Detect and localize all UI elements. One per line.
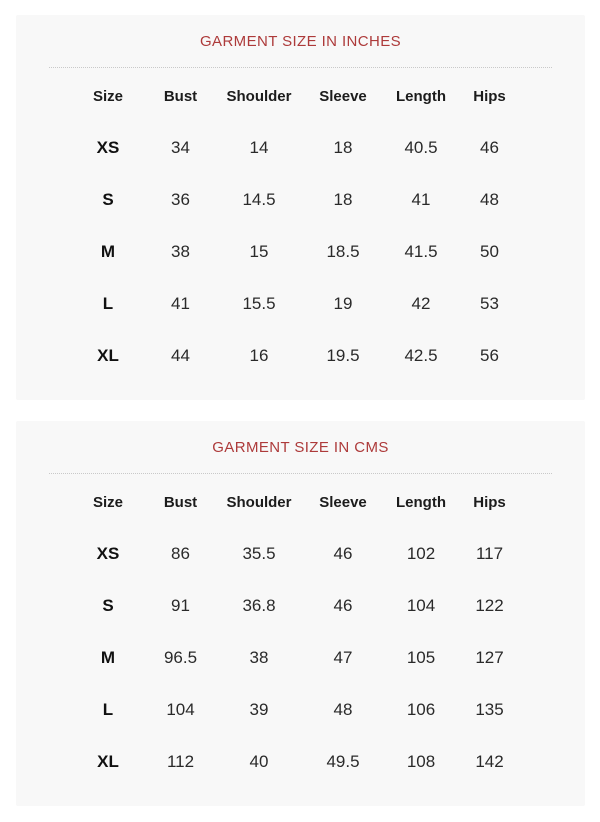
length-value: 40.5 bbox=[404, 138, 438, 157]
size-label: XL bbox=[97, 752, 119, 771]
sleeve-value: 18 bbox=[333, 138, 353, 157]
sleeve-value: 18 bbox=[333, 190, 353, 209]
length-value: 41 bbox=[411, 190, 431, 209]
shoulder-value: 35.5 bbox=[242, 544, 276, 563]
size-label: S bbox=[102, 190, 114, 209]
header-sleeve: Sleeve bbox=[319, 87, 367, 105]
length-value: 42.5 bbox=[404, 346, 438, 365]
hips-value: 127 bbox=[475, 648, 504, 667]
length-value: 41.5 bbox=[404, 242, 438, 261]
sleeve-value: 46 bbox=[333, 544, 353, 563]
shoulder-value: 14.5 bbox=[242, 190, 276, 209]
sleeve-value: 47 bbox=[333, 648, 353, 667]
bust-value: 112 bbox=[166, 752, 195, 771]
bust-value: 44 bbox=[171, 346, 190, 365]
size-label: L bbox=[102, 294, 114, 313]
header-bust: Bust bbox=[163, 87, 198, 105]
hips-value: 46 bbox=[480, 138, 499, 157]
header-hips: Hips bbox=[473, 493, 506, 511]
hips-value: 117 bbox=[475, 544, 504, 563]
size-label: XS bbox=[96, 544, 120, 563]
header-hips: Hips bbox=[473, 87, 506, 105]
length-value: 105 bbox=[406, 648, 436, 667]
bust-value: 86 bbox=[171, 544, 190, 563]
header-length: Length bbox=[396, 87, 446, 105]
hips-value: 122 bbox=[475, 596, 504, 615]
shoulder-value: 38 bbox=[249, 648, 269, 667]
hips-value: 53 bbox=[480, 294, 499, 313]
hips-value: 56 bbox=[480, 346, 499, 365]
size-table-cms bbox=[73, 476, 523, 788]
table-row bbox=[73, 736, 523, 788]
size-label: L bbox=[102, 700, 114, 719]
header-length: Length bbox=[396, 493, 446, 511]
bust-value: 104 bbox=[166, 700, 195, 719]
header-sleeve: Sleeve bbox=[319, 493, 367, 511]
table-row bbox=[73, 122, 523, 174]
sleeve-value: 19 bbox=[333, 294, 353, 313]
bust-value: 38 bbox=[171, 242, 190, 261]
dotted-divider bbox=[49, 473, 552, 474]
table-header-row bbox=[73, 70, 523, 122]
table-row bbox=[73, 330, 523, 382]
table-row bbox=[73, 684, 523, 736]
table-row bbox=[73, 528, 523, 580]
sleeve-value: 18.5 bbox=[326, 242, 360, 261]
header-shoulder: Shoulder bbox=[226, 493, 292, 511]
header-size: Size bbox=[92, 493, 123, 511]
size-chart-inches bbox=[16, 15, 585, 400]
header-shoulder: Shoulder bbox=[226, 87, 292, 105]
hips-value: 50 bbox=[480, 242, 499, 261]
chart-title-cms: GARMENT SIZE IN CMS bbox=[212, 439, 389, 456]
table-row bbox=[73, 226, 523, 278]
length-value: 108 bbox=[406, 752, 436, 771]
shoulder-value: 40 bbox=[249, 752, 269, 771]
shoulder-value: 14 bbox=[249, 138, 269, 157]
length-value: 42 bbox=[411, 294, 431, 313]
size-label: XL bbox=[97, 346, 119, 365]
size-table-inches bbox=[73, 70, 523, 382]
bust-value: 34 bbox=[171, 138, 190, 157]
hips-value: 135 bbox=[475, 700, 504, 719]
length-value: 104 bbox=[406, 596, 436, 615]
sleeve-value: 48 bbox=[333, 700, 353, 719]
bust-value: 36 bbox=[171, 190, 190, 209]
shoulder-value: 36.8 bbox=[242, 596, 276, 615]
size-label: M bbox=[100, 242, 116, 261]
shoulder-value: 15 bbox=[249, 242, 269, 261]
size-label: XS bbox=[96, 138, 120, 157]
table-row bbox=[73, 278, 523, 330]
shoulder-value: 16 bbox=[249, 346, 269, 365]
table-row bbox=[73, 632, 523, 684]
shoulder-value: 15.5 bbox=[242, 294, 276, 313]
chart-title-inches: GARMENT SIZE IN INCHES bbox=[199, 33, 402, 50]
table-row bbox=[73, 580, 523, 632]
hips-value: 48 bbox=[480, 190, 499, 209]
sleeve-value: 46 bbox=[333, 596, 353, 615]
length-value: 102 bbox=[406, 544, 436, 563]
size-label: M bbox=[100, 648, 116, 667]
table-header-row bbox=[73, 476, 523, 528]
dotted-divider bbox=[49, 67, 552, 68]
header-size: Size bbox=[92, 87, 123, 105]
bust-value: 41 bbox=[171, 294, 190, 313]
bust-value: 91 bbox=[171, 596, 190, 615]
header-bust: Bust bbox=[163, 493, 198, 511]
sleeve-value: 19.5 bbox=[326, 346, 360, 365]
shoulder-value: 39 bbox=[249, 700, 269, 719]
sleeve-value: 49.5 bbox=[326, 752, 360, 771]
size-label: S bbox=[102, 596, 114, 615]
bust-value: 96.5 bbox=[163, 648, 198, 667]
size-chart-cms bbox=[16, 421, 585, 806]
hips-value: 142 bbox=[475, 752, 504, 771]
length-value: 106 bbox=[406, 700, 436, 719]
table-row bbox=[73, 174, 523, 226]
